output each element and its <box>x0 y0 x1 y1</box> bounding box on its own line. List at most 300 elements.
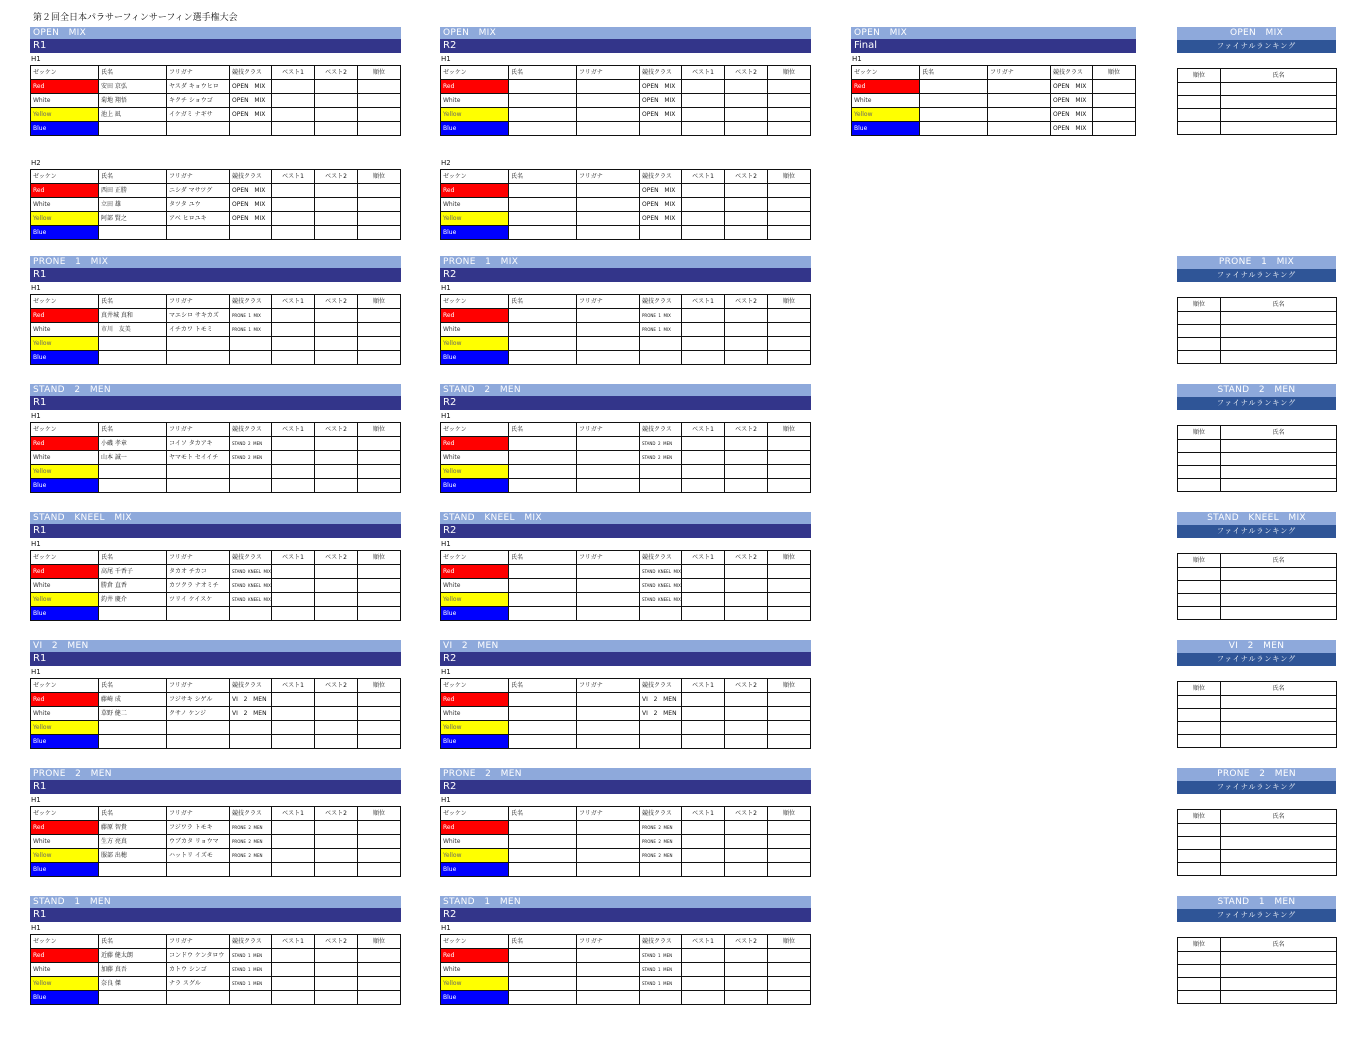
ranking-table <box>1177 68 1337 135</box>
score-cell[interactable] <box>725 122 768 136</box>
r2-heat-block <box>440 768 811 877</box>
column-header: ベスト1 <box>682 423 725 437</box>
rank-cell[interactable] <box>768 122 811 136</box>
rank-cell[interactable] <box>768 337 811 351</box>
ranking-name-cell[interactable] <box>1221 850 1337 863</box>
score-cell[interactable] <box>682 835 725 849</box>
score-cell[interactable] <box>682 122 725 136</box>
ranking-category-header: STAND 2 MEN <box>1177 384 1336 397</box>
score-cell[interactable] <box>682 184 725 198</box>
rank-cell[interactable] <box>358 212 401 226</box>
score-cell[interactable] <box>725 721 768 735</box>
rank-cell[interactable] <box>358 565 401 579</box>
score-cell[interactable] <box>272 465 315 479</box>
score-cell[interactable] <box>315 451 358 465</box>
score-cell[interactable] <box>272 94 315 108</box>
score-cell[interactable] <box>682 80 725 94</box>
column-header: 氏名 <box>1221 938 1337 952</box>
rank-cell[interactable] <box>358 226 401 240</box>
athlete-name-cell: 立田 雄 <box>99 198 167 212</box>
athlete-name-cell <box>509 198 577 212</box>
column-header: ゼッケン <box>31 170 99 184</box>
score-cell[interactable] <box>725 735 768 749</box>
score-cell[interactable] <box>682 707 725 721</box>
class-cell: OPEN MIX <box>640 198 682 212</box>
column-header: 競技クラス <box>640 679 682 693</box>
column-header: ゼッケン <box>441 423 509 437</box>
score-cell[interactable] <box>682 309 725 323</box>
rank-cell[interactable] <box>1093 80 1136 94</box>
score-cell[interactable] <box>272 351 315 365</box>
class-cell: OPEN MIX <box>640 80 682 94</box>
ranking-name-cell[interactable] <box>1221 991 1337 1004</box>
score-cell[interactable] <box>682 821 725 835</box>
rank-cell[interactable] <box>768 351 811 365</box>
bib-cell-red: Red <box>441 80 509 94</box>
score-cell[interactable] <box>682 212 725 226</box>
score-cell[interactable] <box>315 963 358 977</box>
rank-cell[interactable] <box>358 108 401 122</box>
score-cell[interactable] <box>682 991 725 1005</box>
ranking-name-cell[interactable] <box>1221 863 1337 876</box>
heat-table <box>30 65 401 136</box>
rank-cell[interactable] <box>1093 94 1136 108</box>
score-cell[interactable] <box>315 849 358 863</box>
rank-cell[interactable] <box>1178 96 1221 109</box>
class-cell: STAND KNEEL MIX <box>640 565 682 579</box>
ranking-name-cell[interactable] <box>1221 466 1337 479</box>
score-cell[interactable] <box>682 849 725 863</box>
score-cell[interactable] <box>315 80 358 94</box>
score-cell[interactable] <box>725 226 768 240</box>
rank-cell[interactable] <box>1178 325 1221 338</box>
column-header: 順位 <box>358 423 401 437</box>
rank-cell[interactable] <box>358 351 401 365</box>
score-cell[interactable] <box>315 579 358 593</box>
ranking-name-cell[interactable] <box>1221 96 1337 109</box>
rank-cell[interactable] <box>1178 837 1221 850</box>
rank-cell[interactable] <box>1093 108 1136 122</box>
ranking-name-cell[interactable] <box>1221 824 1337 837</box>
score-cell[interactable] <box>315 821 358 835</box>
ranking-row <box>1178 978 1337 991</box>
score-cell[interactable] <box>272 949 315 963</box>
ranking-name-cell[interactable] <box>1221 965 1337 978</box>
rank-cell[interactable] <box>1178 453 1221 466</box>
rank-cell[interactable] <box>358 198 401 212</box>
score-cell[interactable] <box>682 351 725 365</box>
score-cell[interactable] <box>272 735 315 749</box>
score-cell[interactable] <box>725 80 768 94</box>
rank-cell[interactable] <box>1178 952 1221 965</box>
rank-cell[interactable] <box>358 849 401 863</box>
score-cell[interactable] <box>315 721 358 735</box>
ranking-name-cell[interactable] <box>1221 325 1337 338</box>
score-cell[interactable] <box>682 451 725 465</box>
score-cell[interactable] <box>725 465 768 479</box>
score-cell[interactable] <box>315 309 358 323</box>
rank-cell[interactable] <box>768 693 811 707</box>
rank-cell[interactable] <box>768 212 811 226</box>
rank-cell[interactable] <box>358 80 401 94</box>
rank-cell[interactable] <box>358 991 401 1005</box>
rank-cell[interactable] <box>768 821 811 835</box>
ranking-name-cell[interactable] <box>1221 594 1337 607</box>
score-cell[interactable] <box>272 437 315 451</box>
rank-cell[interactable] <box>768 835 811 849</box>
athlete-kana-cell: コンドウ ケンタロウ <box>167 949 230 963</box>
score-cell[interactable] <box>315 437 358 451</box>
score-cell[interactable] <box>272 226 315 240</box>
score-cell[interactable] <box>682 465 725 479</box>
ranking-name-cell[interactable] <box>1221 978 1337 991</box>
rank-cell[interactable] <box>768 108 811 122</box>
score-cell[interactable] <box>682 565 725 579</box>
score-cell[interactable] <box>315 707 358 721</box>
score-cell[interactable] <box>725 565 768 579</box>
rank-cell[interactable] <box>768 80 811 94</box>
score-cell[interactable] <box>682 593 725 607</box>
score-cell[interactable] <box>272 80 315 94</box>
rank-cell[interactable] <box>1178 122 1221 135</box>
rank-cell[interactable] <box>358 835 401 849</box>
score-cell[interactable] <box>725 963 768 977</box>
rank-cell[interactable] <box>768 579 811 593</box>
class-cell <box>230 226 272 240</box>
rank-cell[interactable] <box>768 479 811 493</box>
athlete-kana-cell <box>577 835 640 849</box>
rank-cell[interactable] <box>768 977 811 991</box>
table-header-row <box>441 423 811 437</box>
rank-cell[interactable] <box>768 465 811 479</box>
score-cell[interactable] <box>682 977 725 991</box>
score-cell[interactable] <box>725 949 768 963</box>
score-cell[interactable] <box>272 707 315 721</box>
score-cell[interactable] <box>272 479 315 493</box>
score-cell[interactable] <box>272 184 315 198</box>
rank-cell[interactable] <box>768 735 811 749</box>
rank-cell[interactable] <box>768 949 811 963</box>
rank-cell[interactable] <box>358 479 401 493</box>
score-cell[interactable] <box>272 693 315 707</box>
score-cell[interactable] <box>315 184 358 198</box>
rank-cell[interactable] <box>1178 978 1221 991</box>
rank-cell[interactable] <box>1178 466 1221 479</box>
score-cell[interactable] <box>725 607 768 621</box>
rank-cell[interactable] <box>1178 607 1221 620</box>
score-cell[interactable] <box>725 693 768 707</box>
score-cell[interactable] <box>315 122 358 136</box>
score-cell[interactable] <box>272 309 315 323</box>
column-header: フリガナ <box>577 807 640 821</box>
rank-cell[interactable] <box>358 607 401 621</box>
rank-cell[interactable] <box>358 337 401 351</box>
rank-cell[interactable] <box>768 565 811 579</box>
rank-cell[interactable] <box>1178 991 1221 1004</box>
score-cell[interactable] <box>725 863 768 877</box>
ranking-name-cell[interactable] <box>1221 722 1337 735</box>
score-cell[interactable] <box>315 835 358 849</box>
rank-cell[interactable] <box>358 821 401 835</box>
bib-cell-red: Red <box>31 437 99 451</box>
ranking-name-cell[interactable] <box>1221 440 1337 453</box>
score-cell[interactable] <box>315 949 358 963</box>
rank-cell[interactable] <box>1178 850 1221 863</box>
score-cell[interactable] <box>315 337 358 351</box>
rank-cell[interactable] <box>358 309 401 323</box>
score-cell[interactable] <box>725 849 768 863</box>
score-cell[interactable] <box>315 593 358 607</box>
heat-table <box>30 678 401 749</box>
table-row <box>441 835 811 849</box>
ranking-name-cell[interactable] <box>1221 453 1337 466</box>
score-cell[interactable] <box>315 735 358 749</box>
ranking-name-cell[interactable] <box>1221 312 1337 325</box>
score-cell[interactable] <box>272 198 315 212</box>
rank-cell[interactable] <box>768 437 811 451</box>
score-cell[interactable] <box>682 437 725 451</box>
score-cell[interactable] <box>682 479 725 493</box>
score-cell[interactable] <box>725 821 768 835</box>
rank-cell[interactable] <box>1178 109 1221 122</box>
rank-cell[interactable] <box>768 707 811 721</box>
rank-cell[interactable] <box>358 721 401 735</box>
score-cell[interactable] <box>315 465 358 479</box>
rank-cell[interactable] <box>1178 83 1221 96</box>
score-cell[interactable] <box>682 963 725 977</box>
rank-cell[interactable] <box>1178 338 1221 351</box>
score-cell[interactable] <box>682 607 725 621</box>
rank-cell[interactable] <box>358 184 401 198</box>
bib-cell-red: Red <box>31 80 99 94</box>
rank-cell[interactable] <box>768 451 811 465</box>
score-cell[interactable] <box>272 108 315 122</box>
rank-cell[interactable] <box>768 226 811 240</box>
score-cell[interactable] <box>272 565 315 579</box>
rank-cell[interactable] <box>768 593 811 607</box>
rank-cell[interactable] <box>1178 965 1221 978</box>
score-cell[interactable] <box>682 863 725 877</box>
score-cell[interactable] <box>272 977 315 991</box>
rank-cell[interactable] <box>358 693 401 707</box>
score-cell[interactable] <box>725 437 768 451</box>
score-cell[interactable] <box>725 593 768 607</box>
rank-cell[interactable] <box>1178 722 1221 735</box>
column-header: 順位 <box>358 679 401 693</box>
page-title: 第２回全日本パラサーフィンサーフィン選手権大会 <box>33 13 238 23</box>
score-cell[interactable] <box>682 198 725 212</box>
rank-cell[interactable] <box>768 184 811 198</box>
rank-cell[interactable] <box>1178 594 1221 607</box>
rank-cell[interactable] <box>768 94 811 108</box>
rank-cell[interactable] <box>768 849 811 863</box>
score-cell[interactable] <box>272 835 315 849</box>
score-cell[interactable] <box>272 849 315 863</box>
score-cell[interactable] <box>682 94 725 108</box>
rank-cell[interactable] <box>1178 440 1221 453</box>
score-cell[interactable] <box>272 122 315 136</box>
score-cell[interactable] <box>272 991 315 1005</box>
rank-cell[interactable] <box>1178 351 1221 364</box>
score-cell[interactable] <box>725 309 768 323</box>
rank-cell[interactable] <box>768 198 811 212</box>
score-cell[interactable] <box>725 707 768 721</box>
score-cell[interactable] <box>725 94 768 108</box>
score-cell[interactable] <box>315 323 358 337</box>
score-cell[interactable] <box>682 579 725 593</box>
column-header: ゼッケン <box>31 935 99 949</box>
score-cell[interactable] <box>725 479 768 493</box>
ranking-name-cell[interactable] <box>1221 696 1337 709</box>
score-cell[interactable] <box>315 479 358 493</box>
rank-cell[interactable] <box>768 607 811 621</box>
score-cell[interactable] <box>272 337 315 351</box>
rank-cell[interactable] <box>358 735 401 749</box>
score-cell[interactable] <box>272 323 315 337</box>
ranking-name-cell[interactable] <box>1221 837 1337 850</box>
rank-cell[interactable] <box>358 963 401 977</box>
ranking-name-cell[interactable] <box>1221 709 1337 722</box>
rank-cell[interactable] <box>358 949 401 963</box>
ranking-name-cell[interactable] <box>1221 109 1337 122</box>
score-cell[interactable] <box>315 991 358 1005</box>
score-cell[interactable] <box>315 351 358 365</box>
score-cell[interactable] <box>682 108 725 122</box>
score-cell[interactable] <box>682 323 725 337</box>
score-cell[interactable] <box>272 963 315 977</box>
rank-cell[interactable] <box>768 721 811 735</box>
ranking-name-cell[interactable] <box>1221 568 1337 581</box>
score-cell[interactable] <box>682 693 725 707</box>
rank-cell[interactable] <box>1178 568 1221 581</box>
heat-label: H1 <box>441 668 451 676</box>
ranking-name-cell[interactable] <box>1221 735 1337 748</box>
rank-cell[interactable] <box>1178 312 1221 325</box>
score-cell[interactable] <box>272 212 315 226</box>
score-cell[interactable] <box>272 579 315 593</box>
rank-cell[interactable] <box>358 579 401 593</box>
score-cell[interactable] <box>682 735 725 749</box>
table-header-row <box>441 935 811 949</box>
athlete-name-cell: 藤崎 成 <box>99 693 167 707</box>
table-header-row <box>31 679 401 693</box>
table-row <box>441 721 811 735</box>
score-cell[interactable] <box>315 212 358 226</box>
score-cell[interactable] <box>272 451 315 465</box>
score-cell[interactable] <box>272 593 315 607</box>
rank-cell[interactable] <box>768 323 811 337</box>
bib-cell-yellow: Yellow <box>852 108 920 122</box>
ranking-name-cell[interactable] <box>1221 952 1337 965</box>
score-cell[interactable] <box>315 565 358 579</box>
rank-cell[interactable] <box>358 122 401 136</box>
score-cell[interactable] <box>315 863 358 877</box>
score-cell[interactable] <box>725 977 768 991</box>
score-cell[interactable] <box>725 184 768 198</box>
ranking-name-cell[interactable] <box>1221 122 1337 135</box>
score-cell[interactable] <box>682 721 725 735</box>
score-cell[interactable] <box>725 323 768 337</box>
table-row <box>31 735 401 749</box>
rank-cell[interactable] <box>1178 863 1221 876</box>
rank-cell[interactable] <box>768 863 811 877</box>
score-cell[interactable] <box>682 949 725 963</box>
rank-cell[interactable] <box>1178 735 1221 748</box>
ranking-name-cell[interactable] <box>1221 479 1337 492</box>
rank-cell[interactable] <box>1178 824 1221 837</box>
score-cell[interactable] <box>725 337 768 351</box>
rank-cell[interactable] <box>1178 581 1221 594</box>
rank-cell[interactable] <box>358 437 401 451</box>
score-cell[interactable] <box>315 108 358 122</box>
athlete-name-cell <box>99 351 167 365</box>
rank-cell[interactable] <box>358 863 401 877</box>
rank-cell[interactable] <box>768 991 811 1005</box>
score-cell[interactable] <box>725 212 768 226</box>
class-cell: OPEN MIX <box>640 94 682 108</box>
score-cell[interactable] <box>725 991 768 1005</box>
rank-cell[interactable] <box>768 963 811 977</box>
score-cell[interactable] <box>682 337 725 351</box>
score-cell[interactable] <box>315 607 358 621</box>
ranking-name-cell[interactable] <box>1221 607 1337 620</box>
class-cell <box>640 721 682 735</box>
score-cell[interactable] <box>272 821 315 835</box>
table-row <box>441 693 811 707</box>
athlete-name-cell <box>99 735 167 749</box>
class-cell <box>640 337 682 351</box>
rank-cell[interactable] <box>358 451 401 465</box>
score-cell[interactable] <box>725 198 768 212</box>
score-cell[interactable] <box>725 351 768 365</box>
score-cell[interactable] <box>725 451 768 465</box>
athlete-kana-cell <box>577 226 640 240</box>
athlete-kana-cell <box>167 226 230 240</box>
score-cell[interactable] <box>315 693 358 707</box>
score-cell[interactable] <box>315 226 358 240</box>
score-cell[interactable] <box>315 94 358 108</box>
ranking-name-cell[interactable] <box>1221 351 1337 364</box>
table-row <box>441 821 811 835</box>
rank-cell[interactable] <box>358 707 401 721</box>
ranking-name-cell[interactable] <box>1221 581 1337 594</box>
rank-cell[interactable] <box>358 323 401 337</box>
final-ranking-block <box>1177 896 1336 1004</box>
score-cell[interactable] <box>315 977 358 991</box>
score-cell[interactable] <box>725 579 768 593</box>
ranking-name-cell[interactable] <box>1221 338 1337 351</box>
r1-heat-block <box>30 512 401 621</box>
score-cell[interactable] <box>682 226 725 240</box>
score-cell[interactable] <box>725 108 768 122</box>
rank-cell[interactable] <box>358 94 401 108</box>
rank-cell[interactable] <box>1178 696 1221 709</box>
rank-cell[interactable] <box>768 309 811 323</box>
bib-cell-red: Red <box>31 949 99 963</box>
score-cell[interactable] <box>315 198 358 212</box>
rank-cell[interactable] <box>1178 479 1221 492</box>
rank-cell[interactable] <box>358 977 401 991</box>
rank-cell[interactable] <box>1093 122 1136 136</box>
score-cell[interactable] <box>725 835 768 849</box>
ranking-name-cell[interactable] <box>1221 83 1337 96</box>
score-cell[interactable] <box>272 863 315 877</box>
rank-cell[interactable] <box>358 465 401 479</box>
rank-cell[interactable] <box>358 593 401 607</box>
rank-cell[interactable] <box>1178 709 1221 722</box>
score-cell[interactable] <box>272 607 315 621</box>
score-cell[interactable] <box>272 721 315 735</box>
